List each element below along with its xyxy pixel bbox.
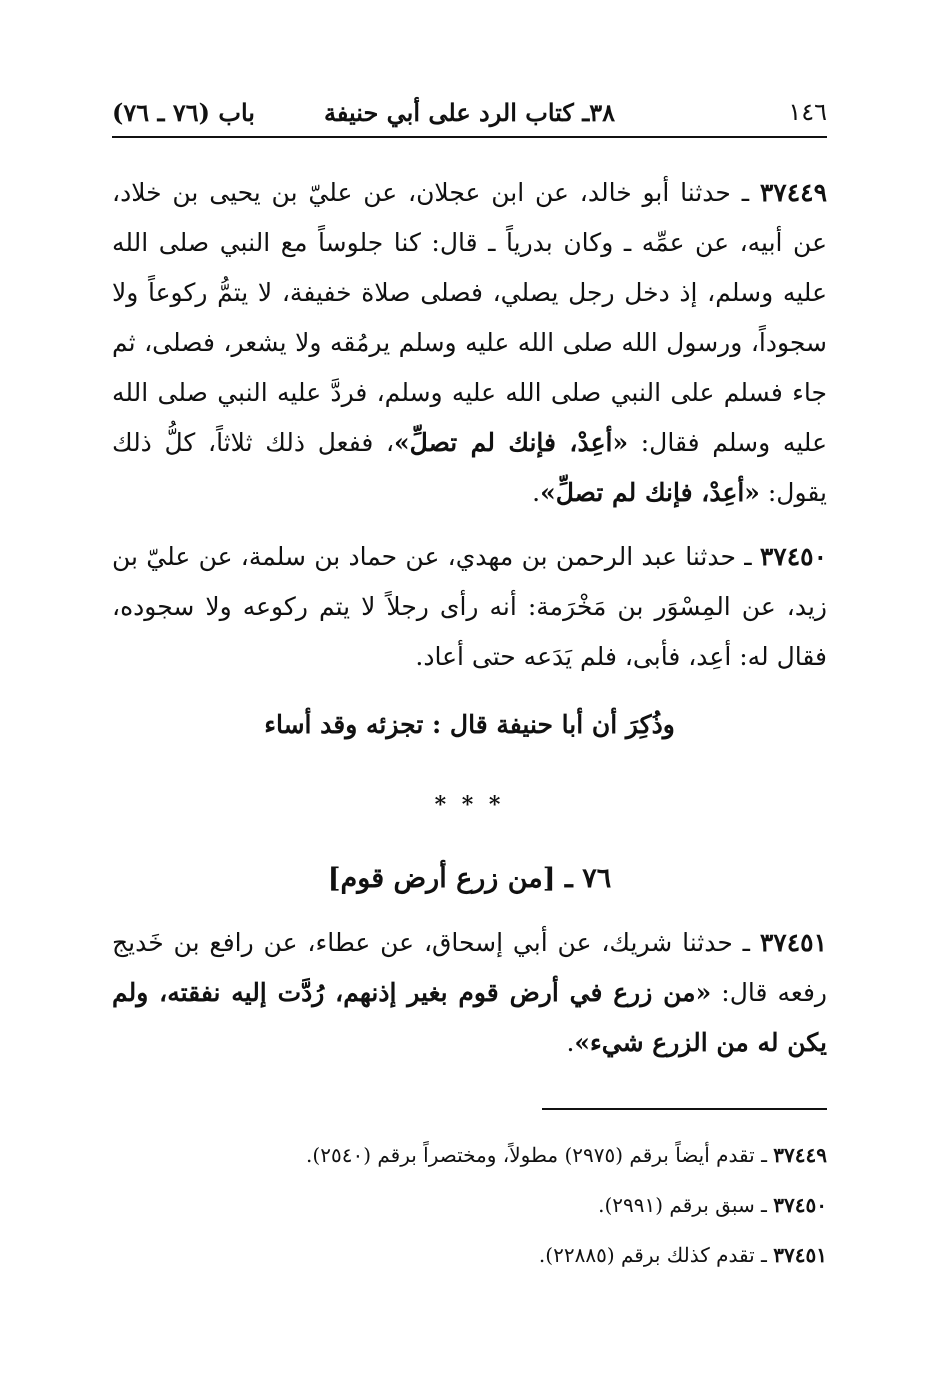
section-title: ٧٦ ـ [من زرع أرض قوم] [327,863,612,894]
main-text [112,168,827,1082]
hadith-number: ٣٧٤٥٠ [759,542,827,571]
footnotes [112,1130,827,1280]
prophet-quote: «أعِدْ، فإنك لم تصلِّ» [540,478,760,507]
footnote [112,1230,827,1280]
footnote-text: ـ سبق برقم (٢٩٩١). [598,1193,774,1217]
bab-range: باب (٧٦ ـ ٧٦) [112,98,255,127]
footnote-number: ٣٧٤٥١ [773,1243,827,1267]
page-number: ١٤٦ [788,98,827,126]
hadith-paragraph [112,168,827,518]
chapter-title: ٣٨ـ كتاب الرد على أبي حنيفة [323,98,616,127]
footnote [112,1130,827,1180]
hadith-number: ٣٧٤٥١ [759,928,827,957]
footnote-number: ٣٧٤٥٠ [773,1193,827,1217]
footnote [112,1180,827,1230]
hadith-text: . [566,1028,575,1057]
footnote-text: ـ تقدم كذلك برقم (٢٢٨٨٥). [538,1243,774,1267]
footnote-number: ٣٧٤٤٩ [773,1143,827,1167]
prophet-quote: «أعِدْ، فإنك لم تصلِّ» [394,428,629,457]
page-header [112,88,827,138]
hadith-text: ـ حدثنا عبد الرحمن بن مهدي، عن حماد بن سلمة، عن عليّ بن زيد، عن المِسْوَر بن مَخْرَمة: أنه رأى رجلاً لا يتم ركوعه ولا سجوده، فقال له: أعِد، فأبى، فلم يَدَعه حتى أعاد. [112,542,827,671]
hadith-paragraph [112,918,827,1068]
abu-hanifa-statement: وذُكِرَ أن أبا حنيفة قال : تجزئه وقد أساء [264,710,675,739]
footnote-text: ـ تقدم أيضاً برقم (٢٩٧٥) مطولاً، ومختصراً برقم (٢٥٤٠). [306,1143,774,1167]
hadith-text: ـ حدثنا شريك، عن أبي إسحاق، عن عطاء، عن رافع بن خَديج رفعه قال: [112,928,827,1007]
section-separator: * * * [434,792,505,818]
hadith-text: ـ حدثنا أبو خالد، عن ابن عجلان، عن عليّ بن يحيى بن خلاد، عن أبيه، عن عمِّه ـ وكان بدرياً ـ قال: كنا جلوساً مع النبي صلى الله عليه وسلم، إذ دخل رجل يصلي، فصلى صلاة خفيفة، لا يتمُّ ركوعاً ولا سجوداً، ورسول الله صلى الله عليه وسلم يرمُقه ولا يشعر، فصلى، ثم جاء فسلم على النبي صلى الله عليه وسلم، فردَّ عليه النبي صلى الله عليه وسلم فقال: [112,178,827,457]
hadith-text: . [532,478,541,507]
hadith-number: ٣٧٤٤٩ [759,178,827,207]
hadith-paragraph [112,532,827,682]
prophet-quote: «من زرع في أرض قوم بغير إذنهم، رُدَّت إليه نفقته، ولم يكن له من الزرع شيء» [112,978,827,1057]
footnote-divider [542,1108,827,1110]
hadith-text: ، ففعل ذلك ثلاثاً، كلُّ ذلك يقول: [112,428,827,507]
